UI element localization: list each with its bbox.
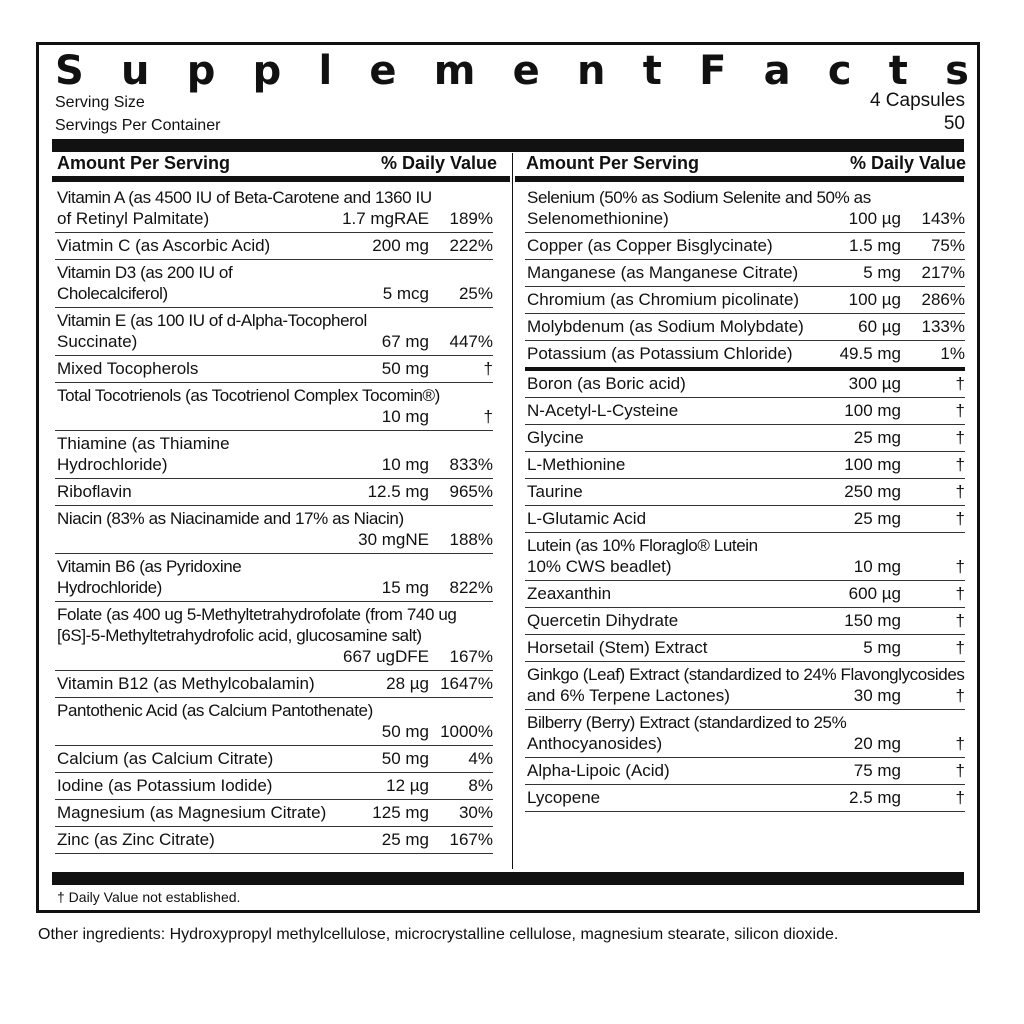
nutrient-daily-value: 4%: [468, 749, 493, 768]
divider-bar-bottom: [52, 872, 964, 885]
nutrient-name: Horsetail (Stem) Extract: [527, 638, 708, 657]
nutrient-amount: 100 mg: [844, 455, 901, 474]
nutrient-row: [525, 662, 965, 710]
serving-size-label: Serving Size: [55, 94, 145, 111]
nutrient-daily-value: 965%: [449, 482, 493, 501]
nutrient-amount: 49.5 mg: [839, 344, 901, 363]
nutrient-name: Manganese (as Manganese Citrate): [527, 263, 799, 282]
nutrient-name: Iodine (as Potassium Iodide): [57, 776, 273, 795]
title-letter: e: [512, 48, 540, 94]
title-letter: S: [55, 48, 84, 94]
nutrient-name: 10% CWS beadlet): [527, 557, 672, 576]
right-nutrient-list: [525, 185, 965, 812]
nutrient-name-line: Selenium (50% as Sodium Selenite and 50% as: [527, 188, 871, 207]
nutrient-name: Succinate): [57, 332, 138, 351]
nutrient-row: [55, 800, 493, 827]
nutrient-daily-value: 1000%: [440, 722, 493, 741]
nutrient-name: Mixed Tocopherols: [57, 359, 199, 378]
divider-bar-right: [515, 176, 964, 182]
nutrient-row: [525, 533, 965, 581]
nutrient-name-line: Pantothenic Acid (as Calcium Pantothenate): [57, 701, 373, 720]
nutrient-daily-value: 1647%: [440, 674, 493, 693]
nutrient-daily-value: 133%: [921, 317, 965, 336]
title-letter: c: [827, 48, 852, 94]
nutrient-name: L-Glutamic Acid: [527, 509, 647, 528]
other-ingredients: Other ingredients: Hydroxypropyl methylcellulose, microcrystalline cellulose, magnesium stearate, silicon dioxide.: [38, 926, 839, 943]
nutrient-amount: 1.7 mgRAE: [342, 209, 429, 228]
nutrient-name-line: Ginkgo (Leaf) Extract (standardized to 24% Flavonglycosides: [527, 665, 965, 684]
nutrient-row: [525, 608, 965, 635]
nutrient-name-line: Niacin (83% as Niacinamide and 17% as Niacin): [57, 509, 404, 528]
nutrient-row: [55, 431, 493, 479]
nutrient-amount: 50 mg: [381, 359, 429, 378]
nutrient-row: [525, 314, 965, 341]
divider-bar-top: [52, 139, 964, 152]
nutrient-row: [55, 356, 493, 383]
nutrient-row: [525, 233, 965, 260]
nutrient-daily-value: †: [955, 584, 965, 603]
title-letter: p: [186, 48, 216, 94]
servings-per-container-label: Servings Per Container: [55, 117, 221, 134]
nutrient-name: Viatmin C (as Ascorbic Acid): [57, 236, 271, 255]
nutrient-daily-value: †: [955, 557, 965, 576]
left-column-header: [57, 153, 497, 174]
nutrient-name: Vitamin D3 (as 200 IU of Cholecalciferol): [57, 263, 233, 303]
nutrient-name: Thiamine (as Thiamine Hydrochloride): [57, 434, 230, 474]
nutrient-daily-value: †: [483, 359, 493, 378]
nutrient-daily-value: †: [955, 788, 965, 807]
nutrient-daily-value: 1%: [940, 344, 965, 363]
nutrient-name: Zinc (as Zinc Citrate): [57, 830, 215, 849]
nutrient-daily-value: 188%: [449, 530, 493, 549]
nutrient-amount: 100 mg: [844, 401, 901, 420]
nutrient-daily-value: †: [955, 428, 965, 447]
nutrient-amount: 300 µg: [848, 374, 901, 393]
nutrient-daily-value: †: [955, 401, 965, 420]
nutrient-daily-value: †: [955, 734, 965, 753]
right-column-header: [526, 153, 966, 174]
nutrient-row: [525, 785, 965, 812]
nutrient-name: [57, 721, 333, 742]
nutrient-amount: 25 mg: [853, 509, 901, 528]
nutrient-row: [525, 452, 965, 479]
nutrient-daily-value: 189%: [449, 209, 493, 228]
nutrient-daily-value: 217%: [921, 263, 965, 282]
nutrient-amount: 50 mg: [381, 749, 429, 768]
nutrient-row: [525, 425, 965, 452]
nutrient-row: [55, 185, 493, 233]
nutrient-name: L-Methionine: [527, 455, 626, 474]
nutrient-name: Lycopene: [527, 788, 601, 807]
nutrient-daily-value: †: [955, 611, 965, 630]
nutrient-name: Calcium (as Calcium Citrate): [57, 749, 274, 768]
nutrient-daily-value: 8%: [468, 776, 493, 795]
nutrient-amount: 150 mg: [844, 611, 901, 630]
nutrient-amount: 12.5 mg: [367, 482, 429, 501]
nutrient-name-line: Vitamin A (as 4500 IU of Beta-Carotene and 1360 IU: [57, 188, 432, 207]
nutrient-row: [525, 341, 965, 371]
nutrient-amount: 15 mg: [381, 578, 429, 597]
nutrient-daily-value: †: [955, 482, 965, 501]
nutrient-amount: 12 µg: [386, 776, 429, 795]
title-letter: a: [763, 48, 791, 94]
supplement-facts-panel: [36, 42, 980, 913]
nutrient-daily-value: 167%: [449, 830, 493, 849]
nutrient-name: Chromium (as Chromium picolinate): [527, 290, 800, 309]
nutrient-amount: 28 µg: [386, 674, 429, 693]
nutrient-amount: 60 µg: [858, 317, 901, 336]
title-letter: m: [433, 48, 476, 94]
nutrient-daily-value: 822%: [449, 578, 493, 597]
nutrient-daily-value: †: [955, 374, 965, 393]
nutrient-amount: 67 mg: [381, 332, 429, 351]
nutrient-amount: 1.5 mg: [849, 236, 901, 255]
nutrient-daily-value: †: [955, 761, 965, 780]
nutrient-name-line: Bilberry (Berry) Extract (standardized to 25%: [527, 713, 847, 732]
nutrient-daily-value: †: [483, 407, 493, 426]
nutrient-name-line: Total Tocotrienols (as Tocotrienol Complex Tocomin®): [57, 386, 440, 405]
nutrient-name: Vitamin B6 (as Pyridoxine Hydrochloride): [57, 557, 242, 597]
nutrient-amount: 30 mgNE: [358, 530, 429, 549]
nutrient-row: [525, 758, 965, 785]
nutrient-row: [525, 398, 965, 425]
nutrient-name: Selenomethionine): [527, 209, 669, 228]
nutrient-amount: 2.5 mg: [849, 788, 901, 807]
nutrient-name: Potassium (as Potassium Chloride): [527, 344, 793, 363]
nutrient-daily-value: 30%: [458, 803, 493, 822]
nutrient-row: [525, 371, 965, 398]
nutrient-name-line: Folate (as 400 ug 5-Methyltetrahydrofolate (from 740 ug: [57, 605, 457, 624]
nutrient-name: Magnesium (as Magnesium Citrate): [57, 803, 327, 822]
title-letter: n: [577, 48, 606, 94]
nutrient-amount: 5 mg: [863, 263, 901, 282]
title-letter: t: [642, 48, 662, 94]
nutrient-name: of Retinyl Palmitate): [57, 209, 210, 228]
nutrient-amount: 30 mg: [853, 686, 901, 705]
nutrient-row: [55, 773, 493, 800]
nutrient-row: [525, 581, 965, 608]
nutrient-row: [55, 554, 493, 602]
nutrient-daily-value: 447%: [449, 332, 493, 351]
nutrient-daily-value: 75%: [930, 236, 965, 255]
nutrient-name: Boron (as Boric acid): [527, 374, 686, 393]
nutrient-daily-value: †: [955, 509, 965, 528]
nutrient-name: Anthocyanosides): [527, 734, 663, 753]
nutrient-amount: 25 mg: [381, 830, 429, 849]
serving-values: [870, 89, 965, 135]
divider-bar-left: [52, 176, 510, 182]
nutrient-row: [525, 260, 965, 287]
nutrient-amount: 25 mg: [853, 428, 901, 447]
nutrient-row: [525, 185, 965, 233]
nutrient-daily-value: †: [955, 638, 965, 657]
nutrient-daily-value: 222%: [449, 236, 493, 255]
nutrient-amount: 667 ugDFE: [343, 647, 429, 666]
nutrient-amount: 100 µg: [848, 290, 901, 309]
nutrient-name: Quercetin Dihydrate: [527, 611, 679, 630]
nutrient-name-line: Lutein (as 10% Floraglo® Lutein: [527, 536, 758, 555]
nutrient-amount: 200 mg: [372, 236, 429, 255]
nutrient-row: [55, 746, 493, 773]
nutrient-row: [525, 287, 965, 314]
nutrient-amount: 50 mg: [381, 722, 429, 741]
nutrient-name: [57, 406, 333, 427]
nutrient-daily-value: †: [955, 686, 965, 705]
nutrient-amount: 125 mg: [372, 803, 429, 822]
title-letter: F: [699, 48, 727, 94]
serving-size-value: 4 Capsules: [869, 90, 965, 111]
nutrient-name: Alpha-Lipoic (Acid): [527, 761, 670, 780]
nutrient-name: Copper (as Copper Bisglycinate): [527, 236, 773, 255]
nutrient-daily-value: 25%: [458, 284, 493, 303]
nutrient-row: [55, 233, 493, 260]
nutrient-row: [55, 383, 493, 431]
nutrient-name: Taurine: [527, 482, 583, 501]
nutrient-daily-value: 286%: [921, 290, 965, 309]
serving-labels: [55, 91, 220, 137]
nutrient-name: Riboflavin: [57, 482, 132, 501]
nutrient-daily-value: 833%: [449, 455, 493, 474]
nutrient-name: and 6% Terpene Lactones): [527, 686, 730, 705]
nutrient-amount: 10 mg: [381, 455, 429, 474]
left-nutrient-list: [55, 185, 493, 854]
title-letter: e: [369, 48, 397, 94]
nutrient-daily-value: 167%: [449, 647, 493, 666]
nutrient-name-line: Vitamin E (as 100 IU of d-Alpha-Tocopherol: [57, 311, 367, 330]
nutrient-row: [525, 479, 965, 506]
nutrient-name: Vitamin B12 (as Methylcobalamin): [57, 674, 315, 693]
nutrient-name: [57, 646, 333, 667]
nutrient-row: [525, 506, 965, 533]
nutrient-row: [55, 827, 493, 854]
nutrient-amount: 250 mg: [844, 482, 901, 501]
nutrient-amount: 75 mg: [853, 761, 901, 780]
nutrient-name: Zeaxanthin: [527, 584, 612, 603]
title-letter: l: [318, 48, 333, 94]
servings-per-container-value: 50: [943, 113, 965, 134]
nutrient-daily-value: 143%: [921, 209, 965, 228]
nutrient-name: Glycine: [527, 428, 584, 447]
nutrient-row: [55, 308, 493, 356]
nutrient-name: N-Acetyl-L-Cysteine: [527, 401, 679, 420]
nutrient-daily-value: †: [955, 455, 965, 474]
amount-per-serving-header: Amount Per Serving: [57, 153, 231, 173]
nutrient-row: [55, 479, 493, 506]
title-letter: u: [121, 48, 150, 94]
daily-value-header: % Daily Value: [380, 153, 497, 173]
nutrient-name-line: [6S]-5-Methyltetrahydrofolic acid, glucosamine salt): [57, 626, 422, 645]
nutrient-row: [55, 671, 493, 698]
nutrient-row: [55, 602, 493, 671]
column-divider: [512, 153, 513, 869]
title-letter: p: [252, 48, 282, 94]
footnote: † Daily Value not established.: [57, 889, 241, 905]
nutrient-amount: 10 mg: [853, 557, 901, 576]
panel-title: [55, 49, 969, 93]
title-letter: t: [888, 48, 908, 94]
nutrient-row: [525, 710, 965, 758]
nutrient-amount: 10 mg: [381, 407, 429, 426]
daily-value-header: % Daily Value: [849, 153, 966, 173]
nutrient-amount: 100 µg: [848, 209, 901, 228]
nutrient-row: [55, 260, 493, 308]
nutrient-name: Molybdenum (as Sodium Molybdate): [527, 317, 804, 336]
nutrient-amount: 5 mg: [863, 638, 901, 657]
nutrient-name: [57, 529, 333, 550]
nutrient-row: [55, 698, 493, 746]
nutrient-amount: 600 µg: [848, 584, 901, 603]
nutrient-row: [525, 635, 965, 662]
amount-per-serving-header: Amount Per Serving: [526, 153, 700, 173]
nutrient-row: [55, 506, 493, 554]
nutrient-amount: 20 mg: [853, 734, 901, 753]
nutrient-amount: 5 mcg: [382, 284, 429, 303]
title-letter: s: [945, 48, 969, 94]
